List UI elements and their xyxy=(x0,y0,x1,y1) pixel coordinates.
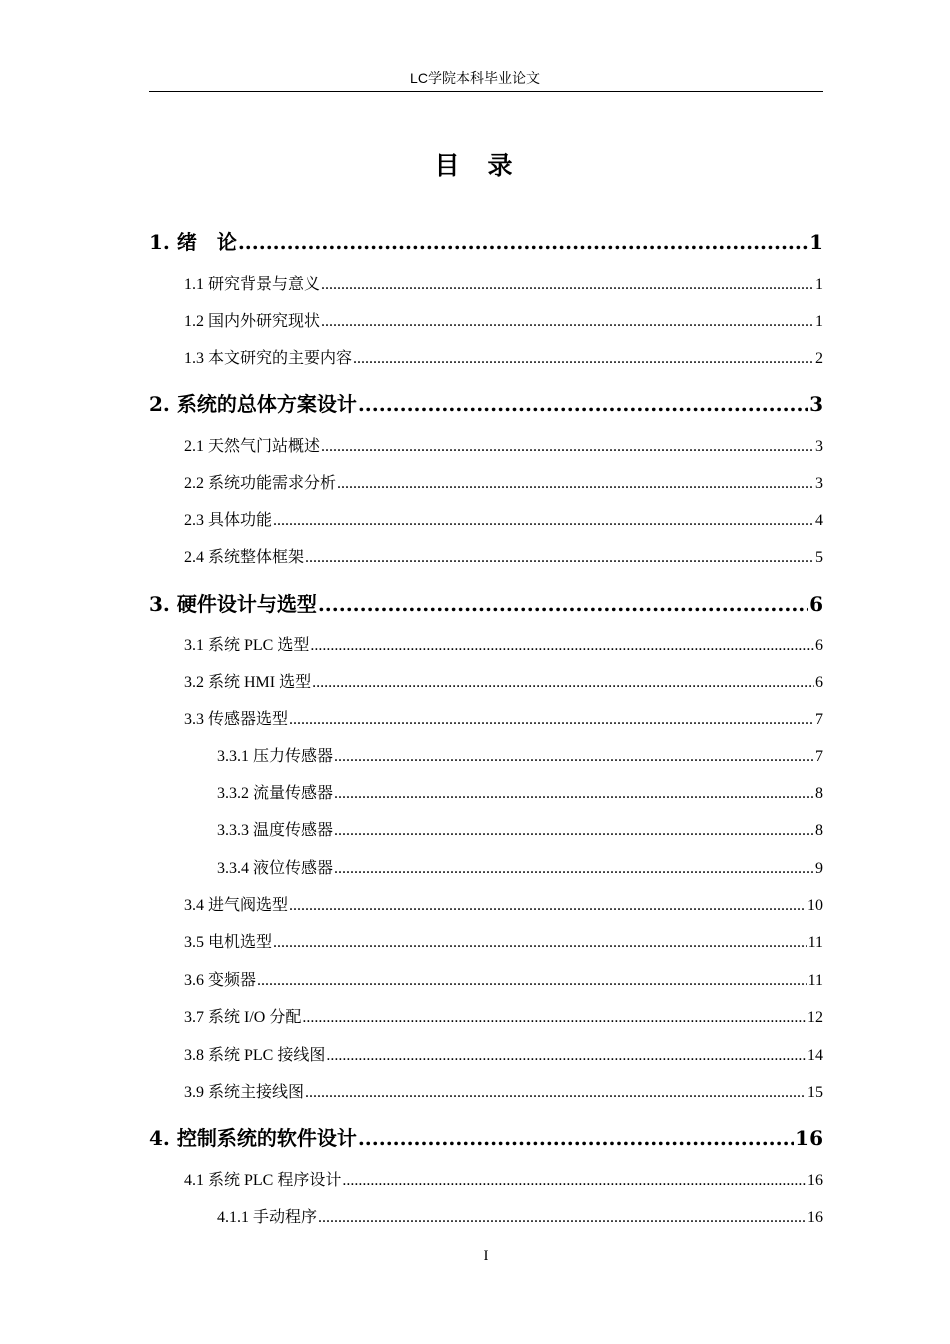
toc-entry-chapter-1[interactable] xyxy=(149,226,823,255)
toc-entry-chapter-2[interactable] xyxy=(149,388,823,417)
toc-entry-label: 2.1 天然气门站概述 xyxy=(184,438,321,455)
footer-page-number: I xyxy=(483,1248,489,1264)
toc-entry-2-2[interactable] xyxy=(184,470,823,493)
toc-entry-label: 2.2 系统功能需求分析 xyxy=(184,475,337,492)
toc-leader-dots xyxy=(334,748,814,766)
toc-entry-label: 3.3.4 液位传感器 xyxy=(217,860,334,877)
toc-entry-3-3-4[interactable] xyxy=(217,855,823,878)
toc-entry-3-4[interactable] xyxy=(184,892,823,915)
toc-leader-dots xyxy=(273,934,807,952)
toc-entry-page: 7 xyxy=(815,748,823,765)
toc-leader-dots xyxy=(289,711,814,729)
toc-entry-3-6[interactable] xyxy=(184,967,823,990)
toc-entry-4-1[interactable] xyxy=(184,1167,823,1190)
toc-entry-label: 3.7 系统 I/O 分配 xyxy=(184,1009,302,1026)
toc-entry-label: 2.3 具体功能 xyxy=(184,512,273,529)
toc-leader-dots xyxy=(257,972,807,990)
toc-entry-3-3-3[interactable] xyxy=(217,817,823,840)
toc-leader-dots xyxy=(337,475,814,493)
toc-entry-page: 12 xyxy=(807,1009,823,1026)
toc-entry-page: 6 xyxy=(815,637,823,654)
toc-entry-page: 5 xyxy=(815,549,823,566)
toc-entry-3-3-1[interactable] xyxy=(217,743,823,766)
toc-entry-label: 3.3.3 温度传感器 xyxy=(217,822,334,839)
toc-entry-label: 2.4 系统整体框架 xyxy=(184,549,305,566)
running-header: LC学院本科毕业论文 xyxy=(410,70,540,86)
toc-leader-dots xyxy=(302,1009,806,1027)
toc-entry-label: 3.9 系统主接线图 xyxy=(184,1084,305,1101)
toc-entry-2-3[interactable] xyxy=(184,507,823,530)
toc-leader-dots xyxy=(358,392,808,416)
toc-leader-dots xyxy=(358,1126,794,1150)
toc-entry-label: 1.3 本文研究的主要内容 xyxy=(184,350,353,367)
toc-entry-label: 3.1 系统 PLC 选型 xyxy=(184,637,310,654)
toc-entry-3-1[interactable] xyxy=(184,632,823,655)
toc-entry-3-8[interactable] xyxy=(184,1042,823,1065)
toc-entry-page: 6 xyxy=(815,674,823,691)
toc-entry-label: 3.6 变频器 xyxy=(184,972,257,989)
toc-entry-label: 3.3.1 压力传感器 xyxy=(217,748,334,765)
toc-entry-label: 4.1.1 手动程序 xyxy=(217,1209,318,1226)
toc-leader-dots xyxy=(289,897,806,915)
toc-entry-3-2[interactable] xyxy=(184,669,823,692)
toc-entry-3-3[interactable] xyxy=(184,706,823,729)
toc-entry-3-7[interactable] xyxy=(184,1004,823,1027)
toc-leader-dots xyxy=(321,313,814,331)
toc-entry-label: 1.2 国内外研究现状 xyxy=(184,313,321,330)
toc-entry-page: 11 xyxy=(807,934,823,951)
toc-entry-label: 4.1 系统 PLC 程序设计 xyxy=(184,1172,342,1189)
toc-entry-label: 3.3.2 流量传感器 xyxy=(217,785,334,802)
toc-entry-chapter-3[interactable] xyxy=(149,588,823,617)
toc-leader-dots xyxy=(334,860,814,878)
toc-entry-page: 8 xyxy=(815,822,823,839)
toc-entry-3-3-2[interactable] xyxy=(217,780,823,803)
toc-entry-page: 3 xyxy=(809,392,823,416)
toc-leader-dots xyxy=(318,1209,806,1227)
toc-leader-dots xyxy=(305,1084,806,1102)
toc-entry-page: 16 xyxy=(795,1126,823,1150)
toc-entry-2-1[interactable] xyxy=(184,433,823,456)
toc-leader-dots xyxy=(305,549,814,567)
toc-entry-page: 15 xyxy=(807,1084,823,1101)
toc-leader-dots xyxy=(326,1047,806,1065)
toc-entry-page: 6 xyxy=(809,592,823,616)
toc-entry-label: 3.5 电机选型 xyxy=(184,934,273,951)
toc-entry-label: 1.1 研究背景与意义 xyxy=(184,276,321,293)
toc-entry-label: 3. 硬件设计与选型 xyxy=(149,592,317,616)
toc-title: 目录 xyxy=(434,151,541,180)
header-rule xyxy=(149,91,823,92)
toc-leader-dots xyxy=(318,592,808,616)
toc-entry-label: 3.8 系统 PLC 接线图 xyxy=(184,1047,326,1064)
toc-entry-label: 3.3 传感器选型 xyxy=(184,711,289,728)
toc-entry-3-5[interactable] xyxy=(184,929,823,952)
toc-entry-page: 2 xyxy=(815,350,823,367)
toc-leader-dots xyxy=(321,438,814,456)
toc-entry-label: 3.2 系统 HMI 选型 xyxy=(184,674,312,691)
toc-entry-page: 4 xyxy=(815,512,823,529)
toc-leader-dots xyxy=(342,1172,806,1190)
toc-entry-label: 3.4 进气阀选型 xyxy=(184,897,289,914)
toc-leader-dots xyxy=(310,637,814,655)
toc-entry-2-4[interactable] xyxy=(184,544,823,567)
toc-entry-3-9[interactable] xyxy=(184,1079,823,1102)
toc-entry-page: 3 xyxy=(815,438,823,455)
toc-entry-label: 1. 绪 论 xyxy=(149,230,237,254)
toc-entry-page: 16 xyxy=(807,1209,823,1226)
toc-entry-page: 16 xyxy=(807,1172,823,1189)
toc-entry-page: 11 xyxy=(807,972,823,989)
toc-leader-dots xyxy=(334,822,814,840)
toc-entry-4-1-1[interactable] xyxy=(217,1204,823,1227)
toc-entry-page: 7 xyxy=(815,711,823,728)
toc-entry-page: 8 xyxy=(815,785,823,802)
toc-entry-label: 4. 控制系统的软件设计 xyxy=(149,1126,357,1150)
toc-leader-dots xyxy=(353,350,814,368)
toc-entry-page: 3 xyxy=(815,475,823,492)
toc-entry-label: 2. 系统的总体方案设计 xyxy=(149,392,357,416)
toc-entry-page: 1 xyxy=(815,313,823,330)
toc-entry-page: 1 xyxy=(809,230,823,254)
toc-leader-dots xyxy=(312,674,814,692)
toc-entry-1-1[interactable] xyxy=(184,271,823,294)
toc-entry-1-2[interactable] xyxy=(184,308,823,331)
toc-leader-dots xyxy=(238,230,808,254)
toc-entry-page: 14 xyxy=(807,1047,823,1064)
toc-entry-page: 9 xyxy=(815,860,823,877)
toc-entry-page: 10 xyxy=(807,897,823,914)
toc-entry-1-3[interactable] xyxy=(184,345,823,368)
toc-leader-dots xyxy=(273,512,814,530)
toc-leader-dots xyxy=(334,785,814,803)
toc-entry-chapter-4[interactable] xyxy=(149,1122,823,1151)
toc-leader-dots xyxy=(321,276,814,294)
toc-entry-page: 1 xyxy=(815,276,823,293)
